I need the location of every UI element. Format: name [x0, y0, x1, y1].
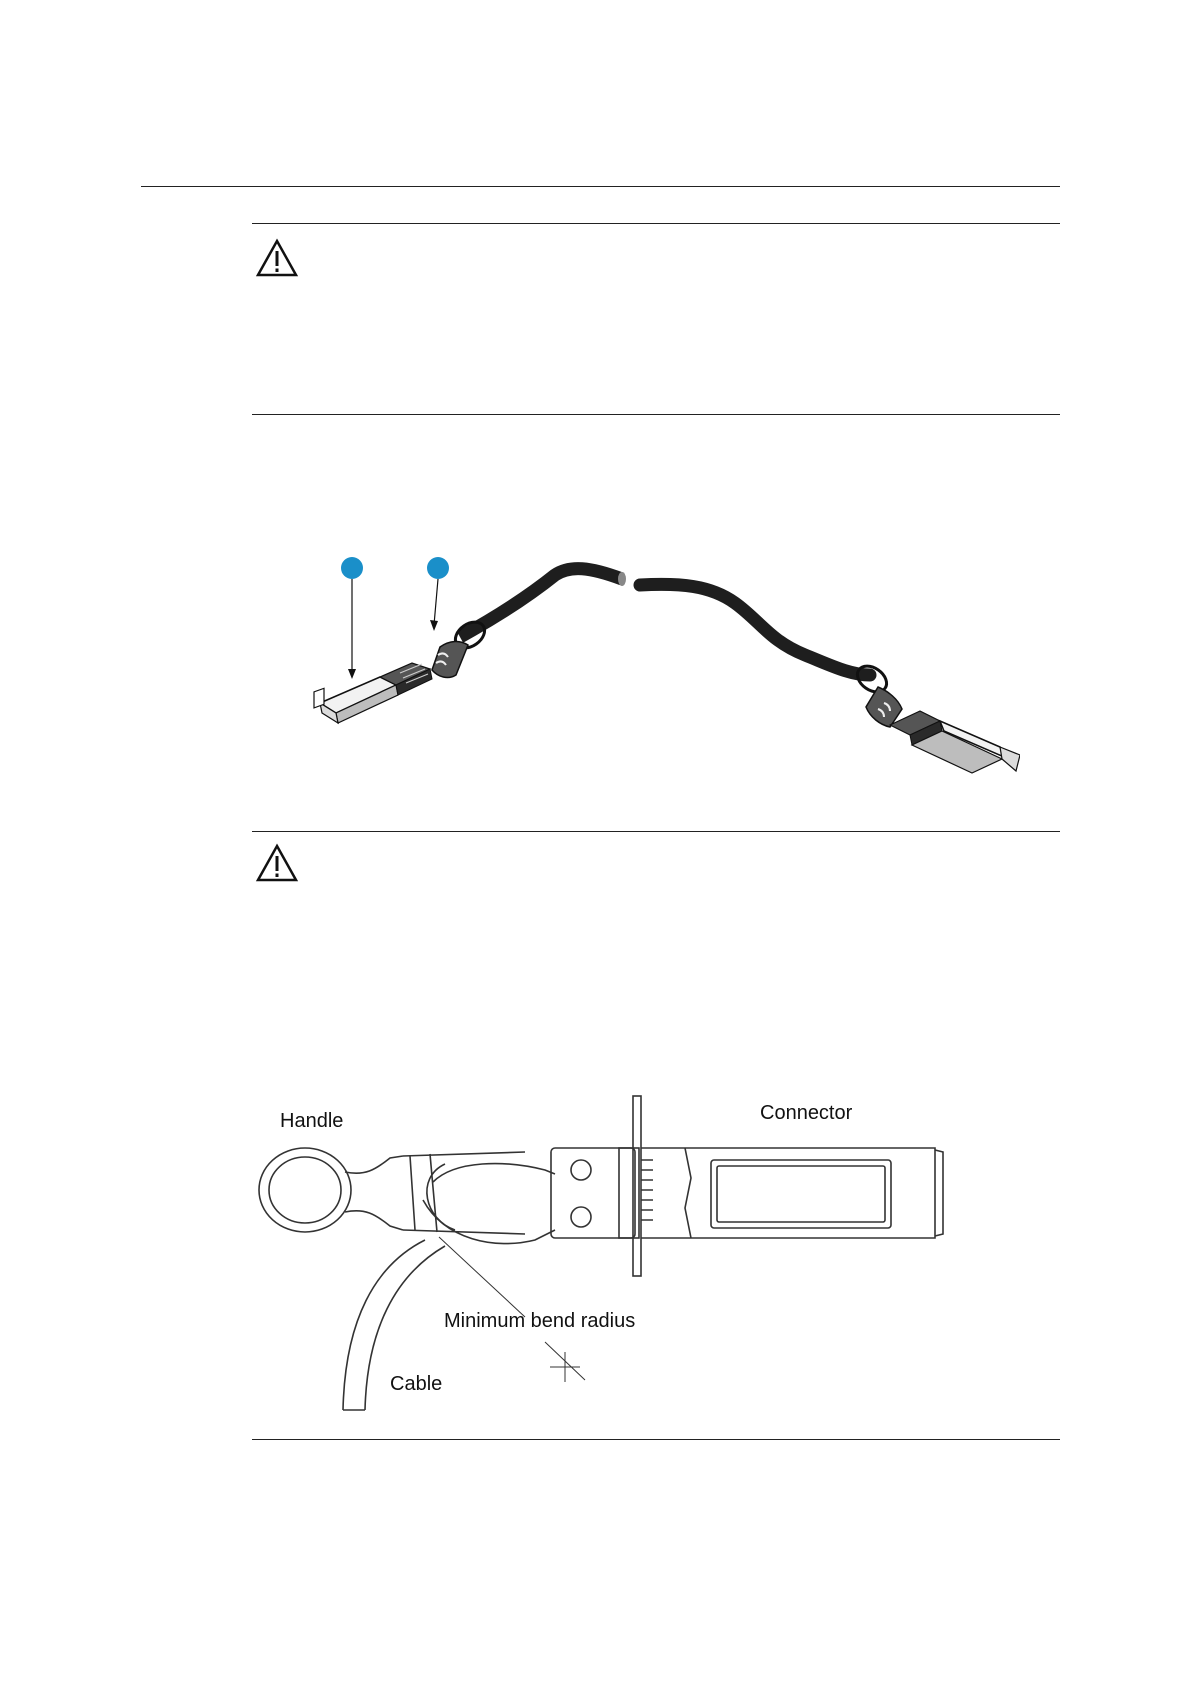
connector-label: Connector: [760, 1102, 853, 1124]
cable-assembly-figure: [300, 545, 1020, 785]
callout-1-marker: [341, 557, 363, 579]
min-bend-radius-label: Minimum bend radius: [444, 1310, 636, 1332]
cable-label: Cable: [390, 1373, 443, 1395]
caution-2-top-rule: [252, 831, 1060, 832]
caution-2-bottom-rule: [252, 1439, 1060, 1440]
header-rule: [141, 186, 1060, 187]
bend-radius-figure: [255, 1090, 955, 1420]
caution-triangle-icon: [255, 843, 299, 883]
handle-label: Handle: [280, 1110, 344, 1132]
caution-1-top-rule: [252, 223, 1060, 224]
caution-1-bottom-rule: [252, 414, 1060, 415]
callout-2-marker: [427, 557, 449, 579]
caution-triangle-icon: [255, 238, 299, 278]
